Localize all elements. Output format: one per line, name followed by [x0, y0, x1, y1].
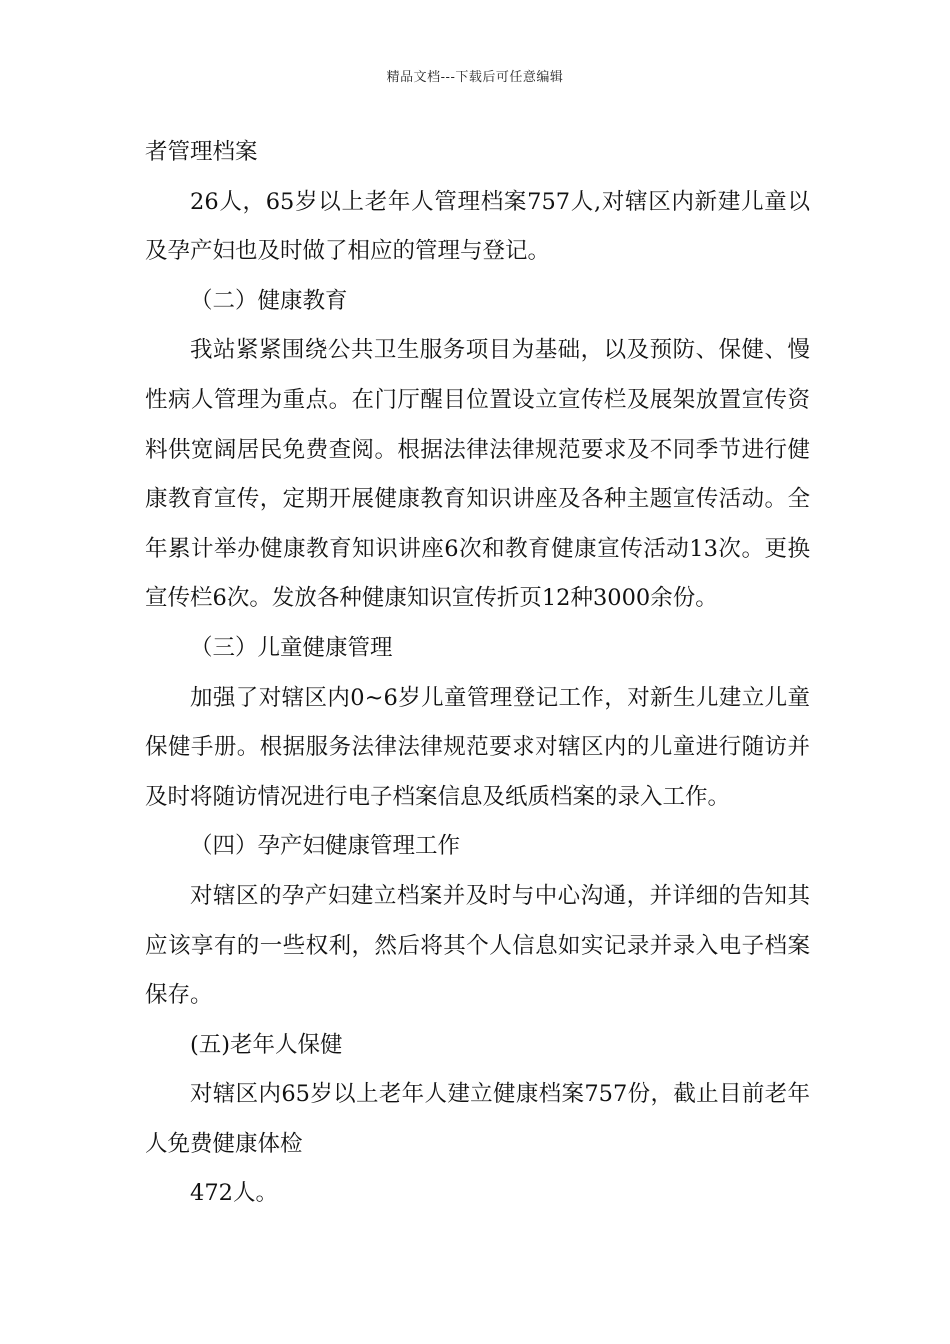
section-heading-health-education: （二）健康教育	[190, 287, 348, 314]
section-heading-maternal-health: （四）孕产妇健康管理工作	[190, 833, 461, 860]
page-header: 精品文档---下载后可任意编辑	[386, 70, 564, 85]
paragraph-health-education: 我站紧紧围绕公共卫生服务项目为基础，以及预防、保健、慢性病人管理为重点。在门厅醒目位置设立宣传栏及展架放置宣传资料供宽阔居民免费查阅。根据法律法律规范要求及不同季节进行健康教育宣传，定期开展健康教育知识讲座及各种主题宣传活动。全年累计举办健康教育知识讲座6次和教育健康宣传活动13次。更换宣传栏6次。发放各种健康知识宣传折页12种3000余份。	[145, 337, 810, 612]
paragraph-child-health: 加强了对辖区内0~6岁儿童管理登记工作，对新生儿建立儿童保健手册。根据服务法律法律规范要求对辖区内的儿童进行随访并及时将随访情况进行电子档案信息及纸质档案的录入工作。	[145, 684, 810, 810]
paragraph-checkup-count: 472人。	[190, 1180, 278, 1207]
section-heading-child-health: （三）儿童健康管理	[190, 634, 393, 661]
document-body	[145, 128, 810, 1219]
section-heading-elderly-care: (五)老年人保健	[190, 1031, 343, 1058]
paragraph-continuation: 者管理档案	[145, 139, 258, 165]
paragraph-maternal-health: 对辖区的孕产妇建立档案并及时与中心沟通，并详细的告知其应该享有的一些权利，然后将其个人信息如实记录并录入电子档案保存。	[145, 882, 810, 1009]
paragraph-elderly-care: 对辖区内65岁以上老年人建立健康档案757份，截止目前老年人免费健康体检	[145, 1081, 810, 1157]
paragraph-archive-counts: 26人，65岁以上老年人管理档案757人,对辖区内新建儿童以及孕产妇也及时做了相应的管理与登记。	[145, 188, 810, 265]
